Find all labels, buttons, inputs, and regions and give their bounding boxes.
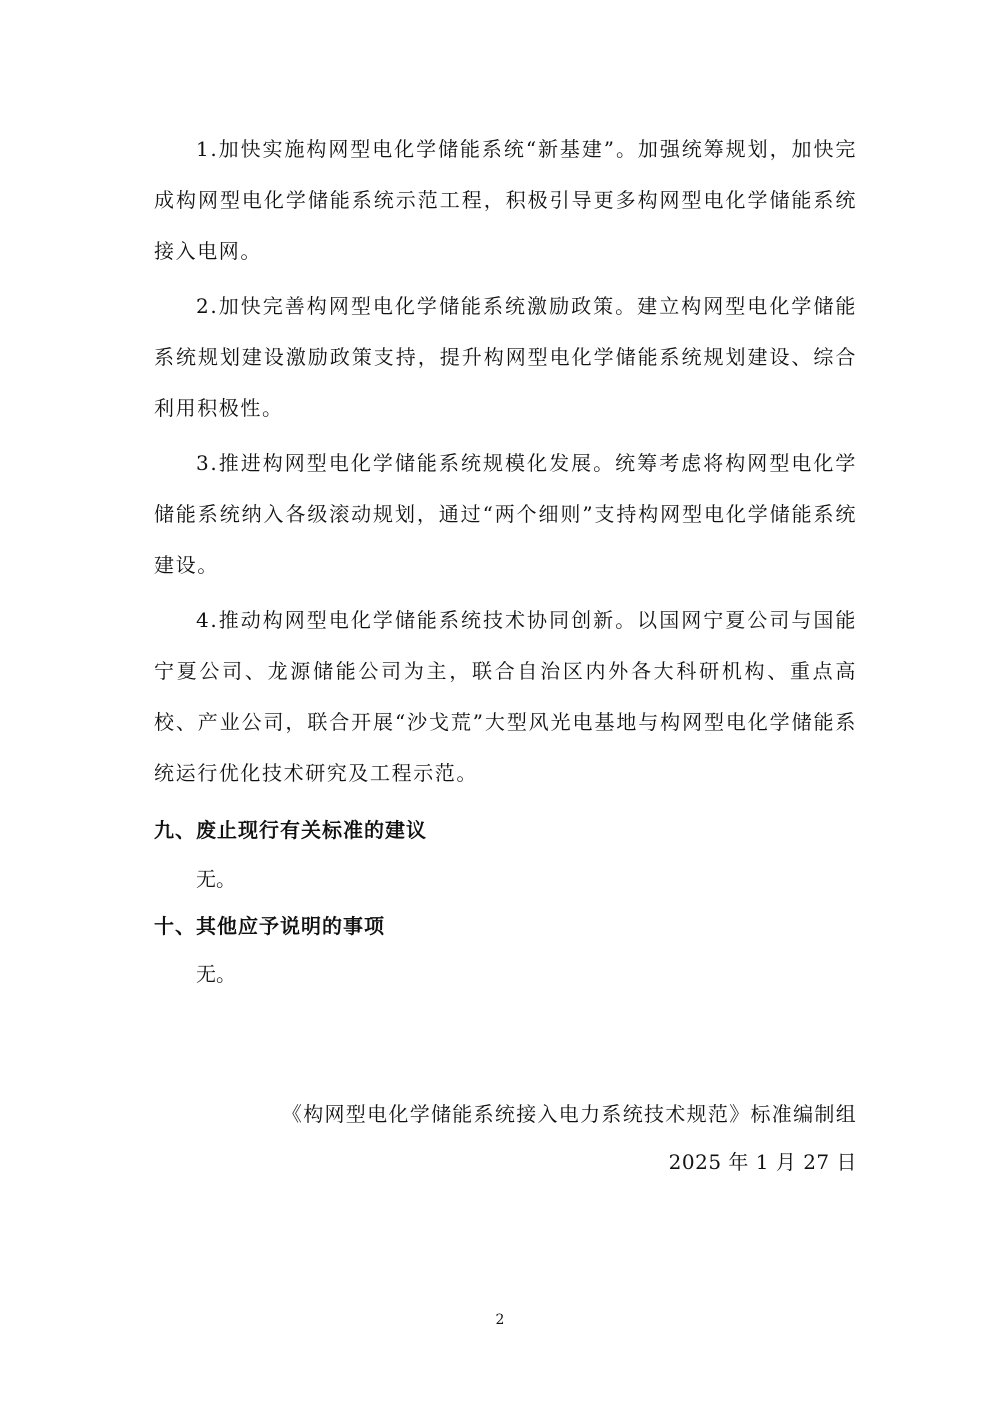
paragraph-measure-3: 3.推进构网型电化学储能系统规模化发展。统筹考虑将构网型电化学储能系统纳入各级滚动规划，通过“两个细则”支持构网型电化学储能系统建设。 bbox=[154, 451, 857, 577]
section-heading-ten: 十、其他应予说明的事项 bbox=[154, 914, 385, 938]
section-heading-nine: 九、废止现行有关标准的建议 bbox=[154, 818, 427, 842]
section-content-ten: 无。 bbox=[196, 962, 236, 986]
section-content-nine: 无。 bbox=[196, 867, 236, 891]
signature-date: 2025 年 1 月 27 日 bbox=[668, 1150, 857, 1174]
paragraph-measure-1: 1.加快实施构网型电化学储能系统“新基建”。加强统筹规划，加快完成构网型电化学储能系统示范工程，积极引导更多构网型电化学储能系统接入电网。 bbox=[154, 137, 857, 263]
paragraph-measure-2: 2.加快完善构网型电化学储能系统激励政策。建立构网型电化学储能系统规划建设激励政策支持，提升构网型电化学储能系统规划建设、综合利用积极性。 bbox=[154, 294, 857, 420]
signature-organization: 《构网型电化学储能系统接入电力系统技术规范》标准编制组 bbox=[281, 1102, 857, 1126]
page-number: 2 bbox=[495, 1312, 505, 1328]
paragraph-measure-4: 4.推动构网型电化学储能系统技术协同创新。以国网宁夏公司与国能宁夏公司、龙源储能公司为主，联合自治区内外各大科研机构、重点高校、产业公司，联合开展“沙戈荒”大型风光电基地与构网型电化学储能系统运行优化技术研究及工程示范。 bbox=[154, 608, 857, 785]
